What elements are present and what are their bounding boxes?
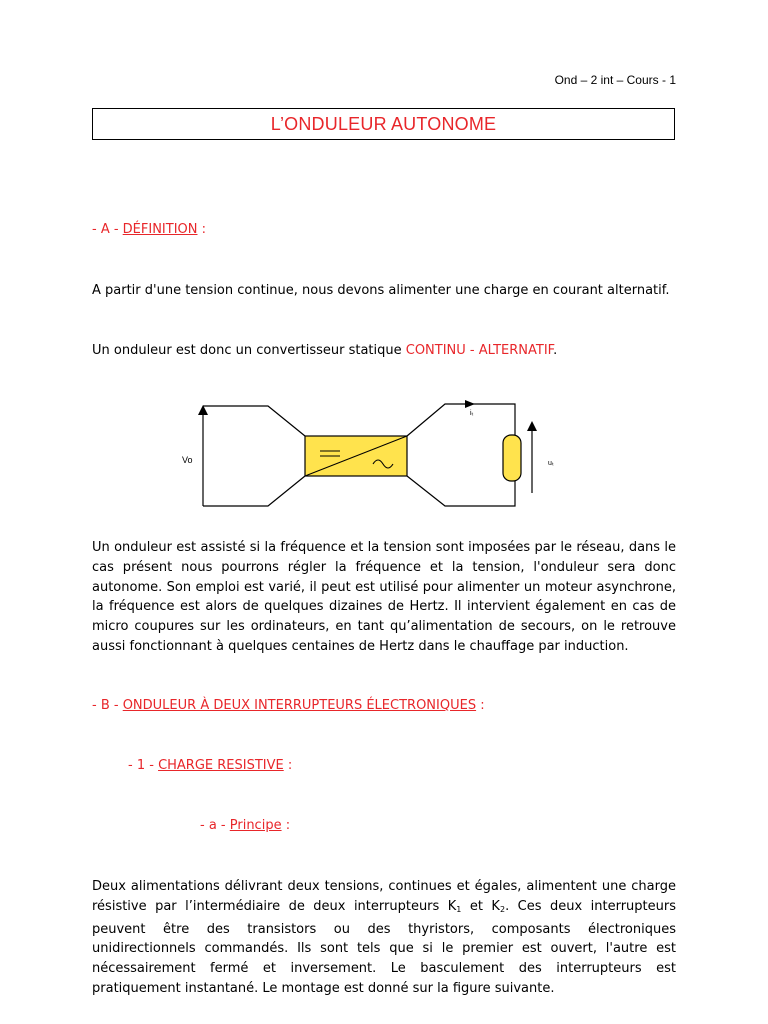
left-top-wire bbox=[203, 406, 305, 436]
converter-period: . bbox=[553, 343, 558, 358]
principle-text-3: . Ces deux interrupteurs peuvent être des transistors ou des thyristors, composants électroniques unidirectionnels commandés. Ils sont tels que si le premier est ouvert, l'autre est nécessairement fermé et inversement. Le basculement des interrupteurs est pratiquement instantané. Le montage est donné sur la figure suivante. bbox=[92, 898, 676, 996]
section-b1-heading bbox=[128, 758, 292, 773]
ic-label: iₜ bbox=[470, 410, 474, 417]
assisted-paragraph: Un onduleur est assisté si la fréquence et la tension sont imposées par le réseau, dans le cas présent nous pourrons régler la fréquence et la tension, l'onduleur sera donc autonome. Son emploi est varié, il peut est utilisé pour alimenter un moteur asynchrone, la fréquence est alors de quelques dizaines de Hertz. Il intervient également en cas de micro coupures sur les ordinateurs, en tant qu’alimentation de secours, on le retrouve aussi fonctionnant à quelques centaines de Hertz dans le chauffage par induction. bbox=[92, 540, 676, 654]
right-bottom-wire bbox=[407, 476, 515, 506]
load-resistor bbox=[503, 435, 521, 481]
section-b-suffix: : bbox=[476, 698, 485, 713]
document-title: L’ONDULEUR AUTONOME bbox=[270, 113, 497, 134]
principle-paragraph bbox=[92, 877, 676, 999]
converter-paragraph bbox=[92, 341, 676, 361]
section-b1a-heading bbox=[200, 818, 290, 833]
ic-arrow-head bbox=[465, 400, 475, 408]
section-b1a-label: Principe bbox=[229, 818, 282, 833]
uc-arrow-head bbox=[527, 421, 537, 431]
section-b-heading bbox=[92, 698, 485, 713]
section-b1-label: CHARGE RESISTIVE bbox=[158, 758, 284, 773]
converter-highlight: CONTINU - ALTERNATIF bbox=[405, 343, 554, 358]
section-b1-prefix: - 1 - bbox=[128, 758, 159, 773]
section-a-suffix: : bbox=[197, 222, 207, 237]
section-b-label: ONDULEUR À DEUX INTERRUPTEURS ÉLECTRONIQUES bbox=[122, 698, 477, 713]
section-a-heading bbox=[92, 222, 206, 237]
principle-text-2: et K bbox=[461, 898, 500, 914]
right-top-wire bbox=[407, 404, 515, 436]
section-a-label: DÉFINITION bbox=[122, 222, 198, 237]
inverter-diagram bbox=[170, 393, 560, 518]
definition-paragraph: A partir d'une tension continue, nous devons alimenter une charge en courant alternatif. bbox=[92, 283, 670, 298]
title-box bbox=[92, 108, 675, 140]
section-a-prefix: - A - bbox=[92, 222, 123, 237]
uc-label: uₜ bbox=[548, 460, 554, 467]
k1-subscript: 1 bbox=[456, 904, 462, 914]
section-b-prefix: - B - bbox=[92, 698, 123, 713]
v0-label: Vo bbox=[182, 455, 193, 465]
k2-subscript: 2 bbox=[499, 904, 506, 914]
principle-text-1: Deux alimentations délivrant deux tensions, continues et égales, alimentent une charge résistive par l’intermédiaire de deux interrupteurs K bbox=[92, 879, 676, 914]
converter-text: Un onduleur est donc un convertisseur statique bbox=[92, 343, 406, 358]
document-reference: Ond – 2 int – Cours - 1 bbox=[554, 73, 676, 87]
section-b1a-suffix: : bbox=[281, 818, 291, 833]
left-bottom-wire bbox=[203, 476, 305, 506]
section-b1-suffix: : bbox=[283, 758, 293, 773]
section-b1a-prefix: - a - bbox=[200, 818, 230, 833]
